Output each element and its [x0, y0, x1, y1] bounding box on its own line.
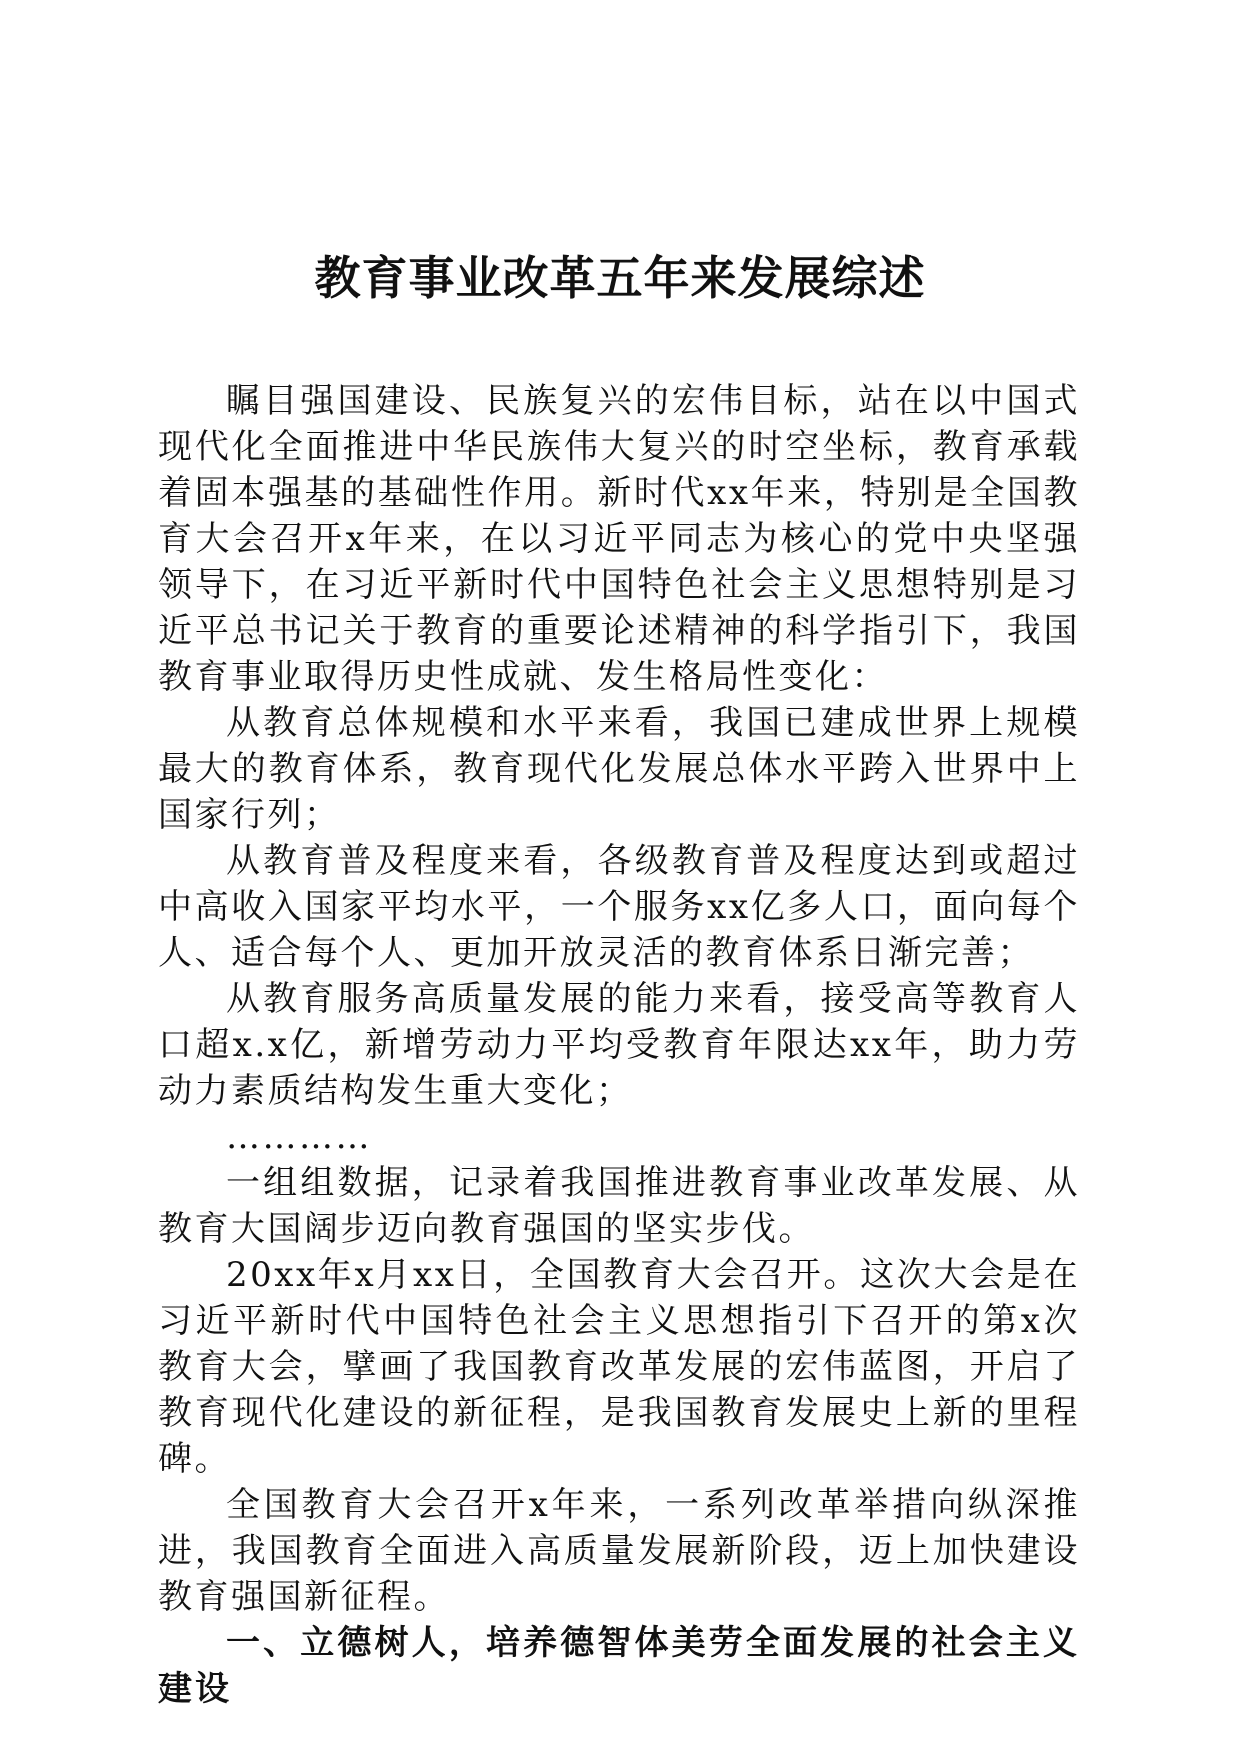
- paragraph-data-record: 一组组数据，记录着我国推进教育事业改革发展、从教育大国阔步迈向教育强国的坚实步伐。: [158, 1163, 1080, 1249]
- paragraph-conference: 20xx年x月xx日，全国教育大会召开。这次大会是在习近平新时代中国特色社会主义思想指引下召开的第x次教育大会，擘画了我国教育改革发展的宏伟蓝图，开启了教育现代化建设的新征程，是我国教育发展史上新的里程碑。: [158, 1255, 1080, 1479]
- document-body: [158, 378, 1080, 1712]
- section-heading: 一、立德树人，培养德智体美劳全面发展的社会主义建设: [158, 1623, 1080, 1709]
- paragraph-capacity: 从教育服务高质量发展的能力来看，接受高等教育人口超x.x亿，新增劳动力平均受教育年限达xx年，助力劳动力素质结构发生重大变化；: [158, 979, 1080, 1111]
- paragraph-intro: 瞩目强国建设、民族复兴的宏伟目标，站在以中国式现代化全面推进中华民族伟大复兴的时空坐标，教育承载着固本强基的基础性作用。新时代xx年来，特别是全国教育大会召开x年来，在以习近平同志为核心的党中央坚强领导下，在习近平新时代中国特色社会主义思想特别是习近平总书记关于教育的重要论述精神的科学指引下，我国教育事业取得历史性成就、发生格局性变化：: [158, 381, 1080, 697]
- paragraph-ellipsis: …………: [226, 1117, 372, 1157]
- document-title: 教育事业改革五年来发展综述: [314, 251, 926, 305]
- paragraph-scale: 从教育总体规模和水平来看，我国已建成世界上规模最大的教育体系，教育现代化发展总体水平跨入世界中上国家行列；: [158, 703, 1080, 835]
- paragraph-reform: 全国教育大会召开x年来，一系列改革举措向纵深推进，我国教育全面进入高质量发展新阶段，迈上加快建设教育强国新征程。: [158, 1485, 1080, 1617]
- paragraph-popularization: 从教育普及程度来看，各级教育普及程度达到或超过中高收入国家平均水平，一个服务xx亿多人口，面向每个人、适合每个人、更加开放灵活的教育体系日渐完善；: [158, 841, 1080, 973]
